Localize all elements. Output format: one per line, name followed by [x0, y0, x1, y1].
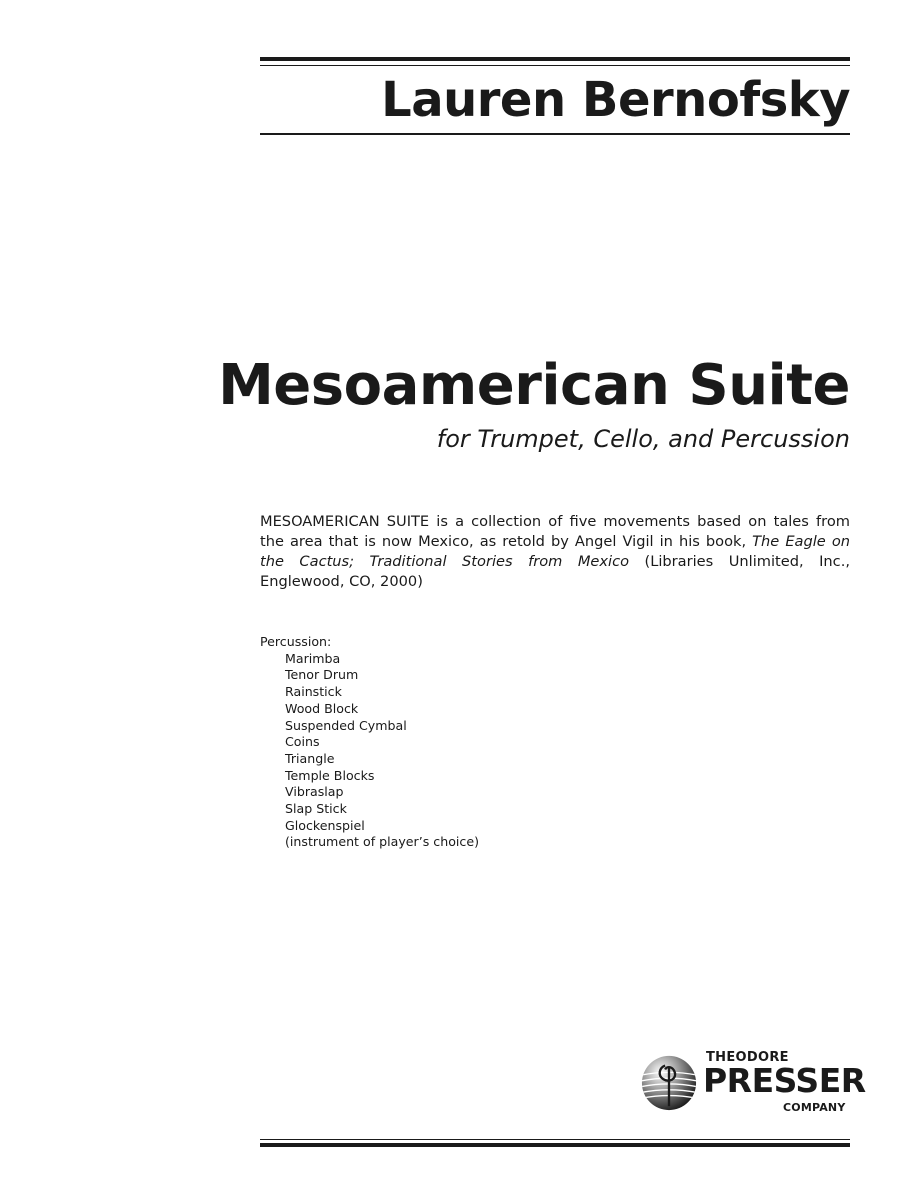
- percussion-item: Tenor Drum: [285, 667, 359, 683]
- top-rule-thick: [260, 57, 850, 61]
- publisher-logo: [640, 1050, 866, 1114]
- percussion-item: Coins: [285, 734, 320, 750]
- instrumentation-list: [260, 634, 660, 851]
- percussion-item: (instrument of player’s choice): [285, 834, 479, 850]
- percussion-item: Rainstick: [285, 684, 342, 700]
- percussion-item: Vibraslap: [285, 784, 344, 800]
- percussion-item: Suspended Cymbal: [285, 717, 407, 733]
- percussion-item: Triangle: [285, 750, 335, 766]
- work-title: Mesoamerican Suite: [218, 353, 850, 418]
- work-description: [260, 512, 850, 592]
- composer-name: Lauren Bernofsky: [381, 72, 850, 128]
- percussion-item: Slap Stick: [285, 801, 347, 817]
- composer-underline: [260, 133, 850, 135]
- percussion-item: Marimba: [285, 650, 341, 666]
- publisher-name-line1: THEODORE: [706, 1050, 789, 1065]
- globe-staff-icon: [640, 1054, 698, 1112]
- bottom-rule-thick: [260, 1143, 850, 1147]
- percussion-item: Wood Block: [285, 700, 359, 716]
- instrumentation-heading: Percussion:: [260, 634, 332, 649]
- work-subtitle: for Trumpet, Cello, and Percussion: [436, 425, 850, 453]
- percussion-item: Temple Blocks: [285, 767, 375, 783]
- description-book-title: The Eagle on the Cactus; Traditional Stories from Mexico: [260, 533, 850, 570]
- bottom-rule-thin: [260, 1139, 850, 1140]
- publisher-name-line2: PRESSER: [703, 1061, 866, 1100]
- publisher-name-line3: COMPANY: [783, 1101, 846, 1114]
- description-text-before: MESOAMERICAN SUITE is a collection of five movements based on tales from the area that is now Mexico, as retold by Angel Vigil in his book,: [260, 513, 850, 550]
- top-rule-thin: [260, 65, 850, 66]
- percussion-item: Glockenspiel: [285, 817, 365, 833]
- description-text-after: (Libraries Unlimited, Inc., Englewood, CO, 2000): [260, 553, 850, 590]
- percussion-items: [260, 651, 660, 851]
